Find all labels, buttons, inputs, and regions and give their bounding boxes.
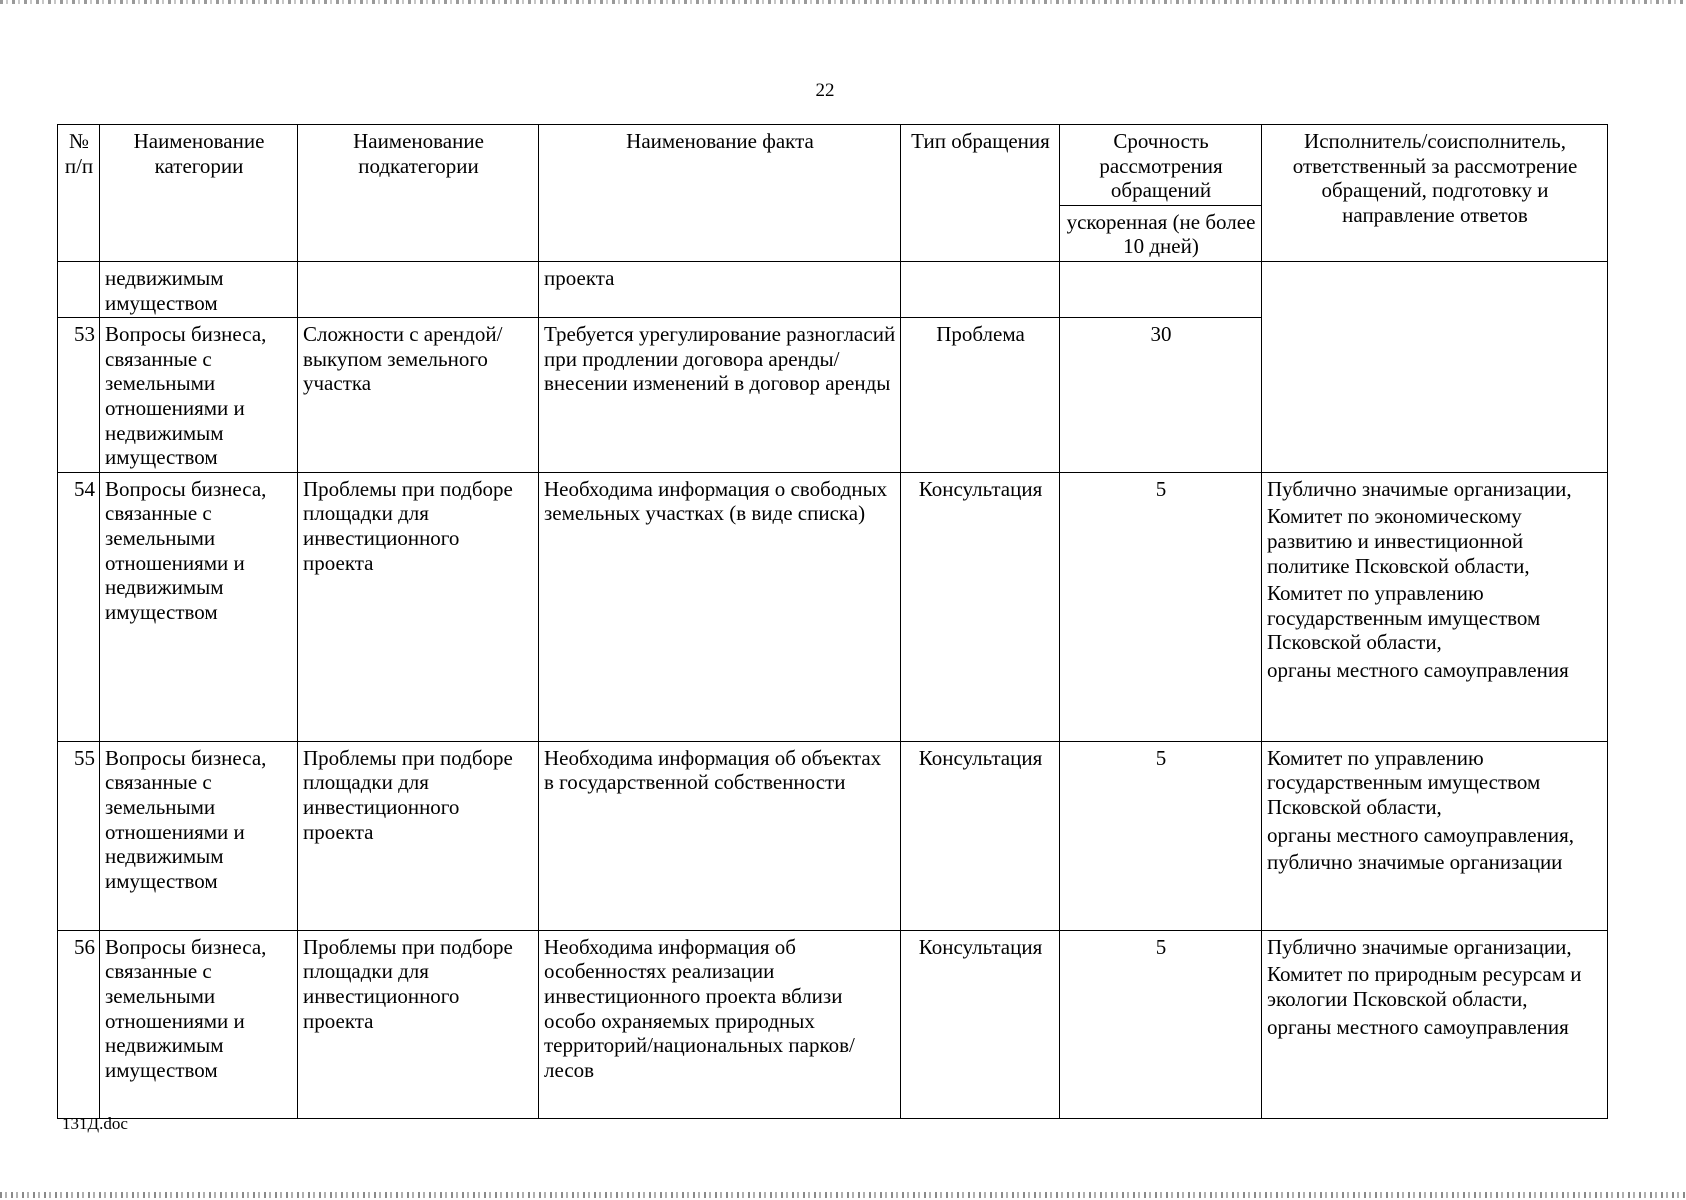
table-row-continuation — [58, 261, 1608, 317]
cell-category: Вопросы бизнеса, связанные с земельными отношениями и недвижимым имуществом — [100, 318, 298, 473]
scan-edge-top — [0, 0, 1686, 4]
cell-type — [901, 261, 1060, 317]
page-number: 22 — [815, 80, 835, 101]
header-urgency: Срочность рассмотрения обращений — [1060, 125, 1262, 206]
footer-filename: 131Д.doc — [62, 1114, 128, 1133]
appeals-table — [57, 124, 1608, 1119]
cell-executor — [1262, 741, 1608, 930]
scan-edge-bottom — [0, 1192, 1686, 1198]
executor-line: Комитет по управлению государственным имуществом Псковской области, — [1267, 745, 1541, 819]
executor-line: органы местного самоуправления, — [1267, 822, 1575, 847]
table-row — [58, 741, 1608, 930]
executor-line: Комитет по природным ресурсам и экологии Псковской области, — [1267, 962, 1582, 1011]
cell-subcategory — [298, 261, 539, 317]
cell-type: Консультация — [901, 741, 1060, 930]
executor-line: публично значимые организации — [1267, 850, 1563, 875]
executor-line: Публично значимые организации, — [1267, 934, 1572, 959]
cell-type: Консультация — [901, 472, 1060, 741]
cell-num: 55 — [58, 741, 100, 930]
cell-urgency: 5 — [1060, 930, 1262, 1118]
header-category: Наименование категории — [100, 125, 298, 262]
cell-category: Вопросы бизнеса, связанные с земельными отношениями и недвижимым имуществом — [100, 472, 298, 741]
cell-executor — [1262, 261, 1608, 317]
cell-category: Вопросы бизнеса, связанные с земельными отношениями и недвижимым имуществом — [100, 741, 298, 930]
cell-type: Проблема — [901, 318, 1060, 473]
table-row — [58, 472, 1608, 741]
header-urgency-accelerated: ускоренная (не более 10 дней) — [1060, 205, 1262, 261]
table-row — [58, 930, 1608, 1118]
cell-urgency: 5 — [1060, 741, 1262, 930]
header-num: № п/п — [58, 125, 100, 262]
cell-urgency: 30 — [1060, 318, 1262, 473]
executor-line: органы местного самоуправления — [1267, 657, 1569, 682]
cell-fact: Необходима информация об объектах в государственной собственности — [539, 741, 901, 930]
cell-fact: Необходима информация о свободных земельных участках (в виде списка) — [539, 472, 901, 741]
header-type: Тип обращения — [901, 125, 1060, 262]
cell-num: 56 — [58, 930, 100, 1118]
executor-line: органы местного самоуправления — [1267, 1014, 1569, 1039]
cell-category: недвижимым имуществом — [100, 261, 298, 317]
executor-line: Комитет по экономическому развитию и инвестиционной политике Псковской области, — [1267, 504, 1530, 578]
executor-line: Комитет по управлению государственным имуществом Псковской области, — [1267, 581, 1541, 655]
header-fact: Наименование факта — [539, 125, 901, 262]
cell-subcategory: Проблемы при подборе площадки для инвестиционного проекта — [298, 930, 539, 1118]
cell-executor — [1262, 318, 1608, 473]
cell-urgency: 5 — [1060, 472, 1262, 741]
cell-executor — [1262, 472, 1608, 741]
cell-num — [58, 261, 100, 317]
header-executor: Исполнитель/соисполнитель, ответственный за рассмотрение обращений, подготовку и направление ответов — [1262, 125, 1608, 262]
cell-subcategory: Сложности с арендой/выкупом земельного участка — [298, 318, 539, 473]
cell-subcategory: Проблемы при подборе площадки для инвестиционного проекта — [298, 741, 539, 930]
cell-num: 53 — [58, 318, 100, 473]
cell-fact: проекта — [539, 261, 901, 317]
cell-category: Вопросы бизнеса, связанные с земельными отношениями и недвижимым имуществом — [100, 930, 298, 1118]
cell-urgency — [1060, 261, 1262, 317]
cell-fact: Требуется урегулирование разногласий при продлении договора аренды/внесении изменений в договор аренды — [539, 318, 901, 473]
executor-line: Публично значимые организации, — [1267, 476, 1572, 501]
table-row — [58, 318, 1608, 473]
cell-type: Консультация — [901, 930, 1060, 1118]
header-row — [58, 125, 1608, 206]
header-subcategory: Наименование подкатегории — [298, 125, 539, 262]
cell-subcategory: Проблемы при подборе площадки для инвестиционного проекта — [298, 472, 539, 741]
cell-num: 54 — [58, 472, 100, 741]
cell-fact: Необходима информация об особенностях реализации инвестиционного проекта вблизи особо охраняемых природных территорий/национальных парков/ лесов — [539, 930, 901, 1118]
cell-executor — [1262, 930, 1608, 1118]
